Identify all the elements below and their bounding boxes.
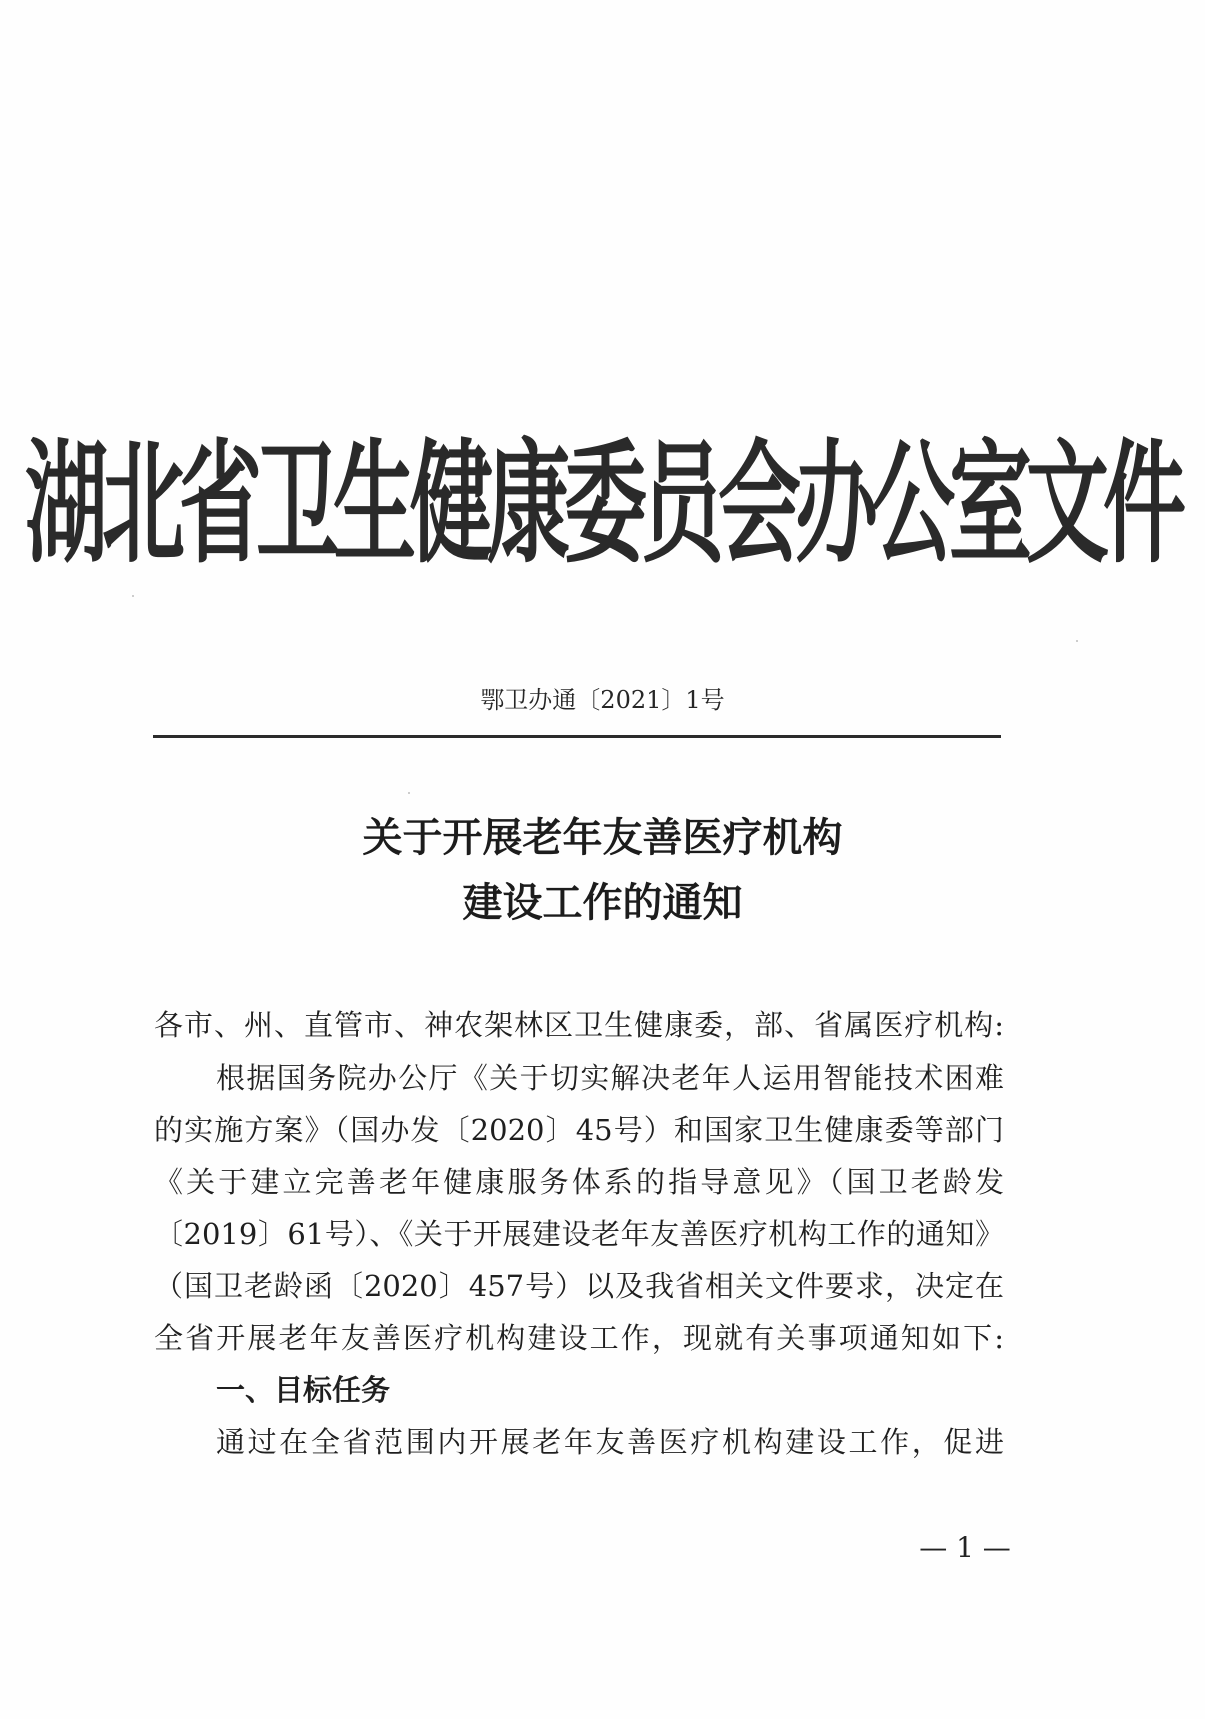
scan-artifact	[1076, 640, 1078, 642]
paragraph-line: 的实施方案》（国办发〔2020〕45号）和国家卫生健康委等部门	[154, 1113, 1004, 1147]
document-number: 鄂卫办通〔2021〕1号	[480, 686, 725, 714]
paragraph-line: 通过在全省范围内开展老年友善医疗机构建设工作，促进	[216, 1425, 1004, 1459]
scan-artifact	[408, 792, 410, 794]
section-heading: 一、目标任务	[216, 1373, 391, 1407]
page-number: — 1 —	[919, 1531, 1011, 1564]
addressee: 各市、州、直管市、神农架林区卫生健康委，部、省属医疗机构:	[154, 1008, 1004, 1042]
notice-title-line-1: 关于开展老年友善医疗机构	[362, 815, 843, 861]
paragraph-line: 全省开展老年友善医疗机构建设工作，现就有关事项通知如下:	[154, 1321, 1004, 1355]
header-divider	[153, 735, 1001, 738]
paragraph-line: （国卫老龄函〔2020〕457号）以及我省相关文件要求，决定在	[154, 1269, 1004, 1303]
issuer-header: 湖北省卫生健康委员会办公室文件	[25, 426, 1180, 582]
scan-artifact	[132, 595, 134, 597]
paragraph-line: 《关于建立完善老年健康服务体系的指导意见》（国卫老龄发	[154, 1165, 1004, 1199]
notice-title-line-2: 建设工作的通知	[462, 880, 743, 926]
paragraph-line: 根据国务院办公厅《关于切实解决老年人运用智能技术困难	[216, 1061, 1004, 1095]
paragraph-line: 〔2019〕61号）、《关于开展建设老年友善医疗机构工作的通知》	[154, 1217, 1004, 1251]
